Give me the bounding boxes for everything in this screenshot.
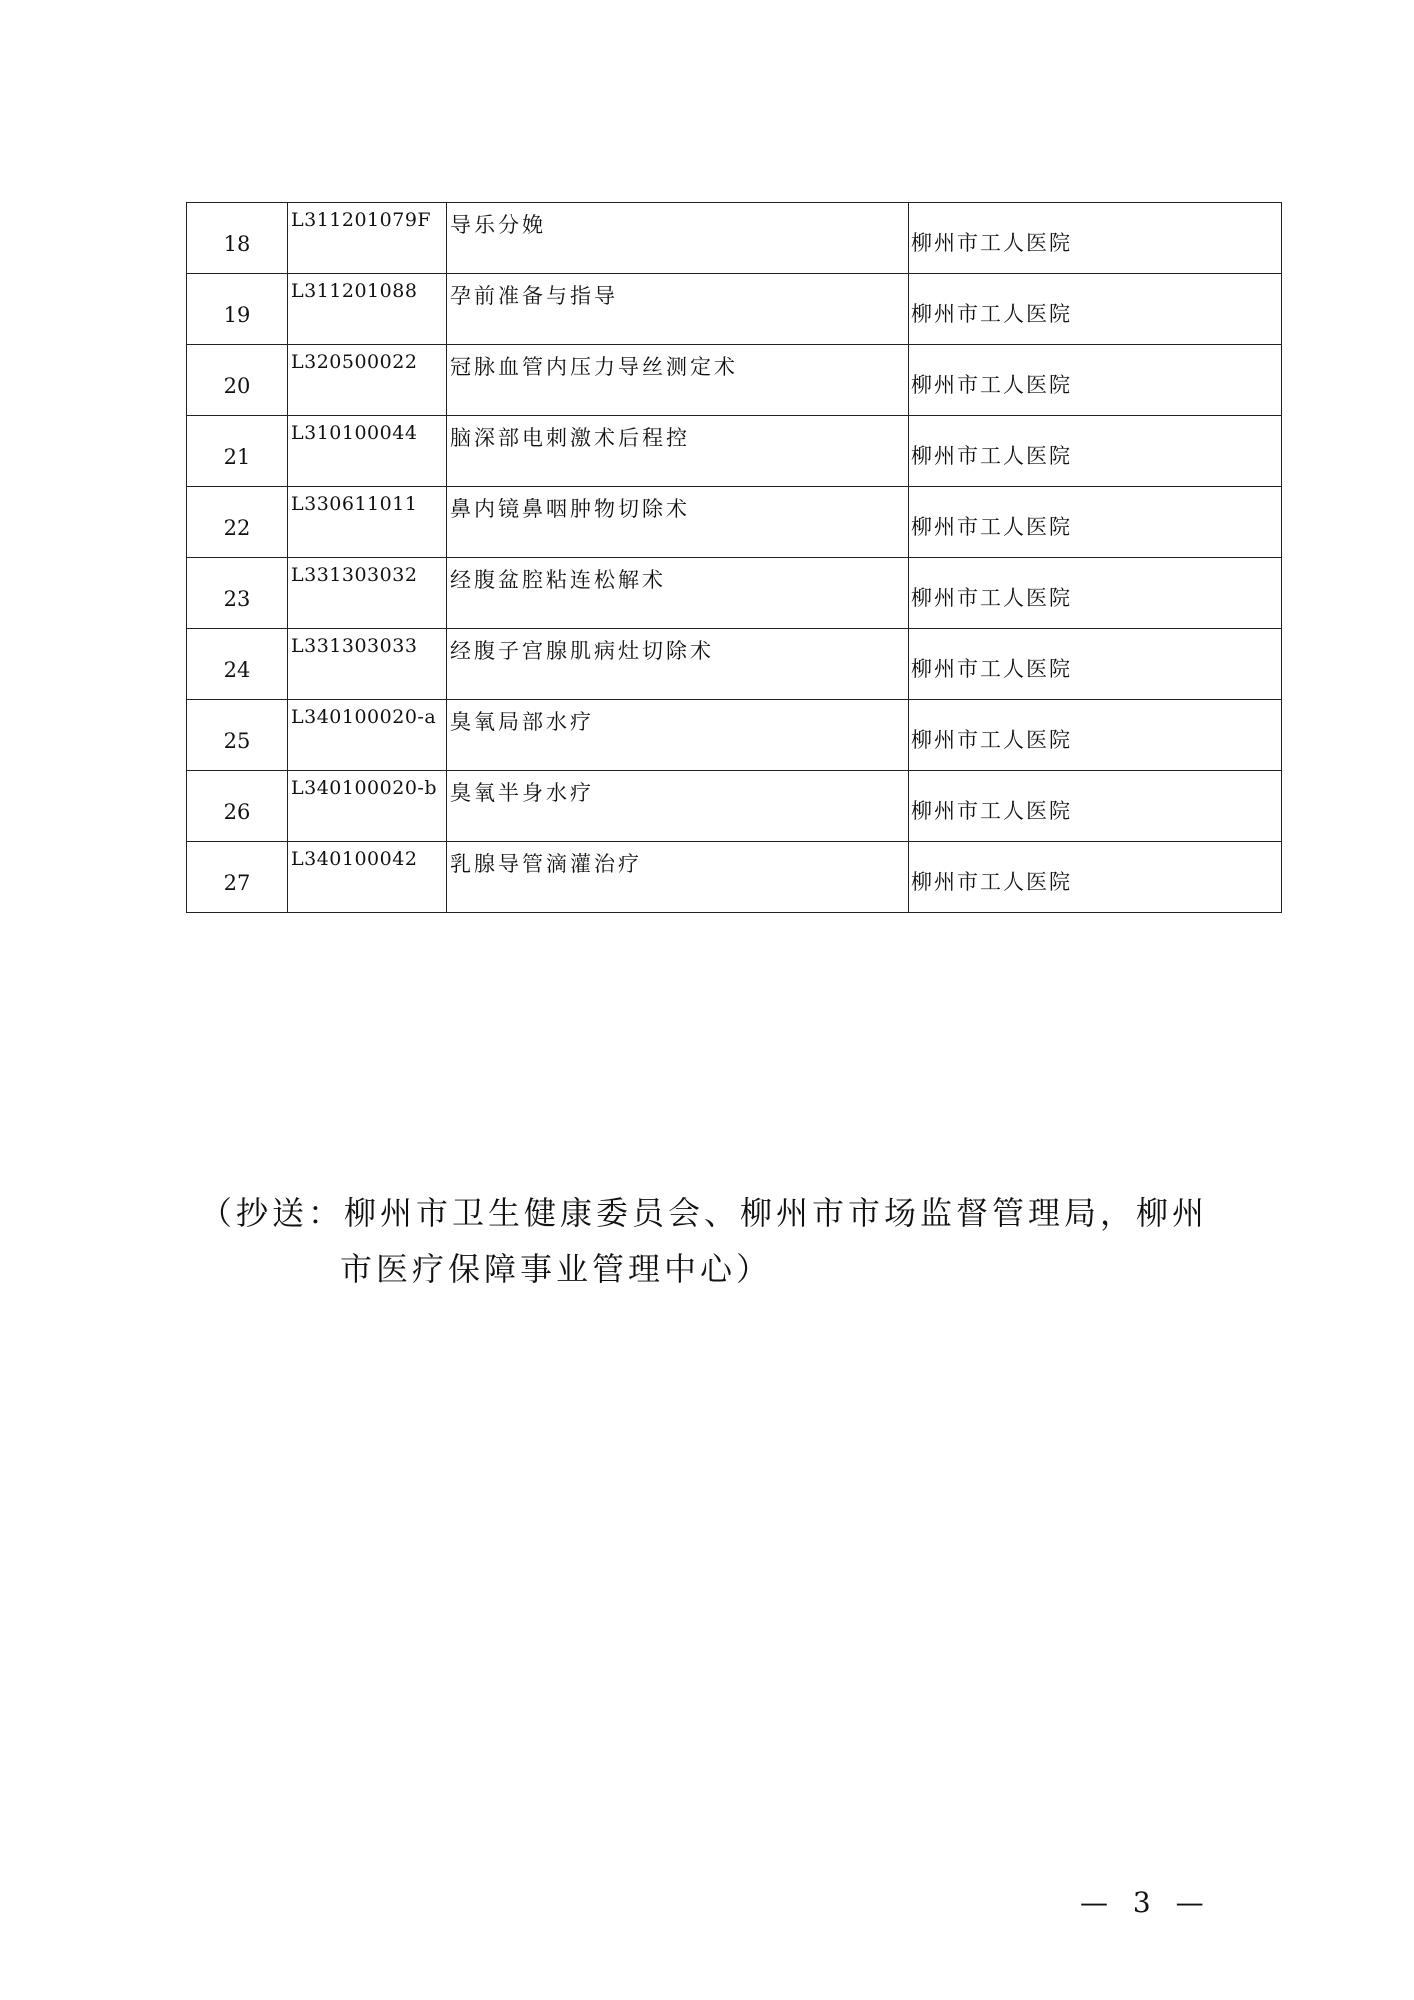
item-name: 鼻内镜鼻咽肿物切除术 [450,497,690,521]
cc-line-2: 市医疗保障事业管理中心） [340,1250,773,1288]
item-name-cell [447,629,909,700]
cc-line-1: （抄送：柳州市卫生健康委员会、柳州市市场监督管理局，柳州 [200,1194,1209,1232]
row-number: 22 [187,487,288,558]
row-number: 19 [187,274,288,345]
item-code: L331303032 [291,564,418,586]
item-name-cell [447,274,909,345]
item-name: 脑深部电刺激术后程控 [450,426,690,450]
institution-name: 柳州市工人医院 [911,586,1072,610]
item-code: L320500022 [291,351,418,373]
institution-name: 柳州市工人医院 [911,870,1072,894]
page-number: — 3 — [1080,1886,1212,1919]
item-name: 导乐分娩 [450,213,546,237]
cc-distribution-note [200,1185,1240,1297]
item-code-cell [288,487,447,558]
institution-cell [909,771,1282,842]
institution-name: 柳州市工人医院 [911,799,1072,823]
row-number: 18 [187,203,288,274]
item-name: 臭氧半身水疗 [450,781,594,805]
institution-name: 柳州市工人医院 [911,231,1072,255]
table-row [187,771,1282,842]
items-table [186,202,1282,913]
item-code: L340100020-a [291,706,437,728]
item-name: 经腹子宫腺肌病灶切除术 [450,639,714,663]
item-name-cell [447,558,909,629]
item-code-cell [288,558,447,629]
institution-name: 柳州市工人医院 [911,373,1072,397]
item-name-cell [447,487,909,558]
item-code: L340100042 [291,848,418,870]
item-code-cell [288,771,447,842]
table-row [187,842,1282,913]
item-code-cell [288,842,447,913]
row-number: 25 [187,700,288,771]
row-number: 23 [187,558,288,629]
item-name-cell [447,203,909,274]
item-code: L311201079F [291,209,432,231]
row-number: 20 [187,345,288,416]
item-code: L311201088 [291,280,418,302]
item-name-cell [447,700,909,771]
item-code-cell [288,629,447,700]
table-row [187,558,1282,629]
table-row [187,629,1282,700]
institution-cell [909,700,1282,771]
row-number: 26 [187,771,288,842]
item-code: L330611011 [291,493,418,515]
institution-name: 柳州市工人医院 [911,444,1072,468]
institution-cell [909,629,1282,700]
table-row [187,700,1282,771]
institution-name: 柳州市工人医院 [911,657,1072,681]
table-row [187,274,1282,345]
item-code-cell [288,274,447,345]
table-row [187,203,1282,274]
item-code-cell [288,203,447,274]
row-number: 24 [187,629,288,700]
item-code-cell [288,345,447,416]
item-name: 臭氧局部水疗 [450,710,594,734]
institution-name: 柳州市工人医院 [911,302,1072,326]
institution-cell [909,842,1282,913]
item-name-cell [447,842,909,913]
item-code-cell [288,416,447,487]
table-row [187,416,1282,487]
item-name: 孕前准备与指导 [450,284,618,308]
institution-cell [909,203,1282,274]
item-name: 经腹盆腔粘连松解术 [450,568,666,592]
item-code-cell [288,700,447,771]
table-row [187,345,1282,416]
institution-cell [909,274,1282,345]
row-number: 27 [187,842,288,913]
item-code: L340100020-b [291,777,437,799]
institution-cell [909,487,1282,558]
row-number: 21 [187,416,288,487]
institution-cell [909,558,1282,629]
institution-name: 柳州市工人医院 [911,728,1072,752]
item-name: 冠脉血管内压力导丝测定术 [450,355,738,379]
item-code: L310100044 [291,422,418,444]
item-name: 乳腺导管滴灌治疗 [450,852,642,876]
institution-cell [909,345,1282,416]
items-table-body [187,203,1282,913]
institution-cell [909,416,1282,487]
table-row [187,487,1282,558]
item-code: L331303033 [291,635,418,657]
institution-name: 柳州市工人医院 [911,515,1072,539]
item-name-cell [447,345,909,416]
item-name-cell [447,416,909,487]
item-name-cell [447,771,909,842]
